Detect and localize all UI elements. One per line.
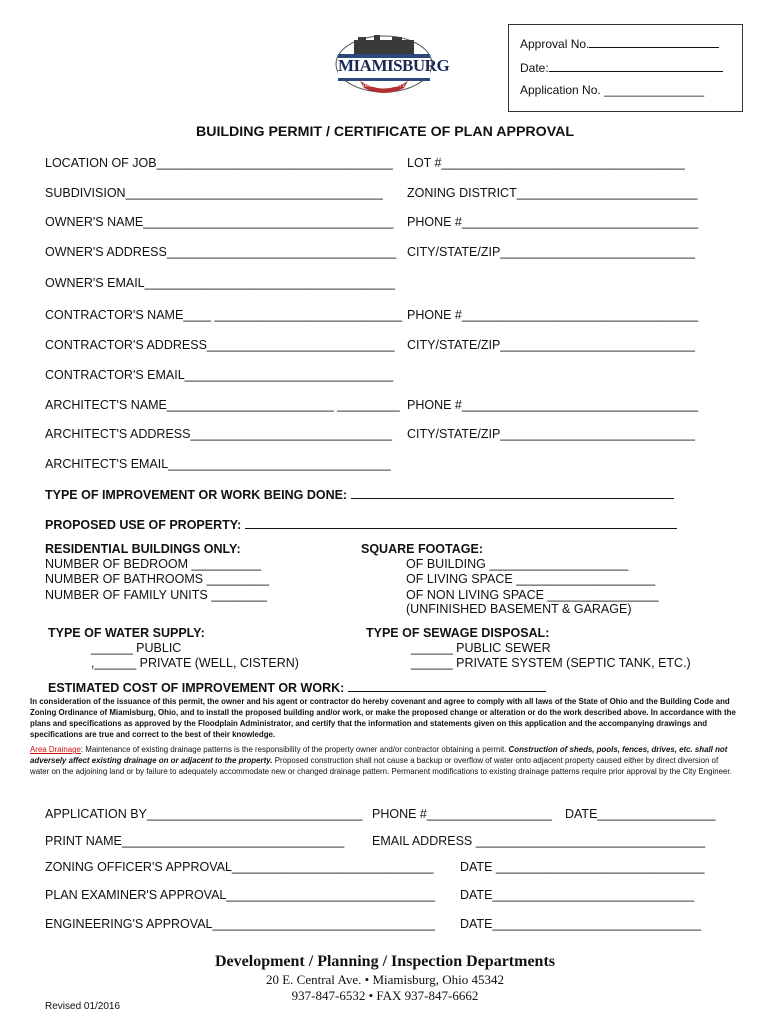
contractor-name-field[interactable]: CONTRACTOR'S NAME____ ___________________________ bbox=[45, 308, 403, 322]
engineering-approval-field[interactable]: ENGINEERING'S APPROVAL________________________________ bbox=[45, 917, 435, 931]
drainage-statement: Area Drainage: Maintenance of existing drainage patterns is the responsibility of the property owner and/or contractor obtaining a permit. Construction of sheds, pools, fences, drives, etc. shall not adversely affect existing drainage on or adjacent to the property. Proposed construction shall not cause a backup or overflow of water onto adjacent property caused either by direct diversion of water on the adjoining land or by failure to adequately accommodate new or changed drainage pattern. Permanent modifications to existing drainage patterns require prior approval by the City Engineer. bbox=[30, 745, 732, 776]
number-of-bedroom-field[interactable]: NUMBER OF BEDROOM __________ bbox=[45, 557, 262, 571]
owner-city-state-zip-field[interactable]: CITY/STATE/ZIP____________________________ bbox=[407, 245, 695, 259]
applicant-phone-field[interactable]: PHONE #__________________ bbox=[372, 807, 553, 821]
sqft-building-field[interactable]: OF BUILDING ____________________ bbox=[406, 557, 629, 571]
estimated-cost-label: ESTIMATED COST OF IMPROVEMENT OR WORK: bbox=[48, 680, 546, 695]
proposed-use-field[interactable] bbox=[245, 517, 677, 529]
department-address: 20 E. Central Ave. • Miamisburg, Ohio 45342 bbox=[265, 972, 505, 987]
owner-phone-field[interactable]: PHONE #__________________________________ bbox=[407, 215, 699, 229]
contractor-address-field[interactable]: CONTRACTOR'S ADDRESS___________________________ bbox=[45, 338, 395, 352]
architect-email-field[interactable]: ARCHITECT'S EMAIL________________________________ bbox=[45, 457, 391, 471]
engineering-approval-date-field[interactable]: DATE______________________________ bbox=[460, 917, 701, 931]
owner-name-field[interactable]: OWNER'S NAME____________________________________ bbox=[45, 215, 394, 229]
type-of-improvement-field[interactable] bbox=[351, 487, 674, 499]
water-private-option[interactable]: ,______ PRIVATE (WELL, CISTERN) bbox=[91, 656, 299, 670]
drainage-label: Area Drainage bbox=[30, 745, 81, 754]
architect-address-field[interactable]: ARCHITECT'S ADDRESS_____________________________ bbox=[45, 427, 393, 441]
owner-email-field[interactable]: OWNER'S EMAIL____________________________________ bbox=[45, 276, 395, 290]
email-address-field[interactable]: EMAIL ADDRESS _________________________________ bbox=[372, 834, 706, 848]
approval-no-field[interactable] bbox=[589, 36, 719, 48]
lot-field[interactable]: LOT #___________________________________ bbox=[407, 156, 685, 170]
departments-heading: Development / Planning / Inspection Departments bbox=[215, 953, 555, 970]
application-no-label: Application No. _______________ bbox=[520, 83, 705, 97]
approval-no-label: Approval No. bbox=[520, 37, 590, 51]
sewage-private-option[interactable]: ______ PRIVATE SYSTEM (SEPTIC TANK, ETC.) bbox=[411, 656, 691, 670]
form-title: BUILDING PERMIT / CERTIFICATE OF PLAN APPROVAL bbox=[195, 124, 575, 140]
consideration-statement: In consideration of the issuance of this permit, the owner and his agent or contractor do hereby covenant and agree to comply with all laws of the State of Ohio and the Building Code and Zoning Ordinance of Miamisburg, Ohio, and to install the proposed building and/or work, or make the proposed change or alteration or do the work described above. In accordance with the plans and specifications as approved by the Floodplain Administrator, and certify that the information and statements given on this application and the accompanying drawings and specifications are true and correct to the best of their knowledge. bbox=[30, 697, 736, 739]
revision-date: Revised 01/2016 bbox=[45, 1001, 121, 1012]
application-by-field[interactable]: APPLICATION BY_______________________________ bbox=[45, 807, 363, 821]
approval-box bbox=[508, 24, 743, 112]
zoning-approval-date-field[interactable]: DATE ______________________________ bbox=[460, 860, 705, 874]
sqft-note: (UNFINISHED BASEMENT & GARAGE) bbox=[406, 602, 632, 616]
logo-tagline: OHIO'S STAR CITY bbox=[362, 84, 406, 89]
type-of-improvement-label: TYPE OF IMPROVEMENT OR WORK BEING DONE: bbox=[45, 487, 674, 502]
contractor-email-field[interactable]: CONTRACTOR'S EMAIL______________________________ bbox=[45, 368, 394, 382]
contractor-city-state-zip-field[interactable]: CITY/STATE/ZIP____________________________ bbox=[407, 338, 695, 352]
number-of-family-units-field[interactable]: NUMBER OF FAMILY UNITS ________ bbox=[45, 588, 267, 602]
sqft-non-living-space-field[interactable]: OF NON LIVING SPACE ________________ bbox=[406, 588, 659, 602]
plan-examiner-approval-field[interactable]: PLAN EXAMINER'S APPROVAL______________________________ bbox=[45, 888, 435, 902]
contractor-phone-field[interactable]: PHONE #__________________________________ bbox=[407, 308, 699, 322]
square-footage-heading: SQUARE FOOTAGE: bbox=[361, 542, 483, 556]
location-of-job-field[interactable]: LOCATION OF JOB__________________________________ bbox=[45, 156, 393, 170]
department-phone-fax: 937-847-6532 • FAX 937-847-6662 bbox=[291, 988, 479, 1003]
residential-heading: RESIDENTIAL BUILDINGS ONLY: bbox=[45, 542, 241, 556]
architect-city-state-zip-field[interactable]: CITY/STATE/ZIP____________________________ bbox=[407, 427, 695, 441]
zoning-district-field[interactable]: ZONING DISTRICT__________________________ bbox=[407, 186, 698, 200]
owner-address-field[interactable]: OWNER'S ADDRESS_________________________________ bbox=[45, 245, 397, 259]
water-public-option[interactable]: ______ PUBLIC bbox=[91, 641, 182, 655]
logo-wordmark: MIAMISBURG bbox=[338, 56, 450, 75]
plan-approval-date-field[interactable]: DATE_____________________________ bbox=[460, 888, 695, 902]
estimated-cost-field[interactable] bbox=[348, 680, 546, 692]
sewage-public-option[interactable]: ______ PUBLIC SEWER bbox=[411, 641, 551, 655]
sewage-disposal-heading: TYPE OF SEWAGE DISPOSAL: bbox=[366, 626, 550, 640]
architect-phone-field[interactable]: PHONE #__________________________________ bbox=[407, 398, 699, 412]
sqft-living-space-field[interactable]: OF LIVING SPACE ____________________ bbox=[406, 572, 656, 586]
approval-date-field[interactable] bbox=[549, 60, 723, 72]
proposed-use-label: PROPOSED USE OF PROPERTY: bbox=[45, 517, 677, 532]
subdivision-field[interactable]: SUBDIVISION_____________________________________ bbox=[45, 186, 383, 200]
water-supply-heading: TYPE OF WATER SUPPLY: bbox=[48, 626, 205, 640]
approval-date-label: Date: bbox=[520, 61, 549, 75]
applicant-date-field[interactable]: DATE_________________ bbox=[565, 807, 716, 821]
print-name-field[interactable]: PRINT NAME________________________________ bbox=[45, 834, 345, 848]
number-of-bathrooms-field[interactable]: NUMBER OF BATHROOMS _________ bbox=[45, 572, 270, 586]
zoning-officer-approval-field[interactable]: ZONING OFFICER'S APPROVAL_____________________________ bbox=[45, 860, 434, 874]
architect-name-field[interactable]: ARCHITECT'S NAME________________________ _________ bbox=[45, 398, 400, 412]
city-logo bbox=[330, 34, 450, 98]
